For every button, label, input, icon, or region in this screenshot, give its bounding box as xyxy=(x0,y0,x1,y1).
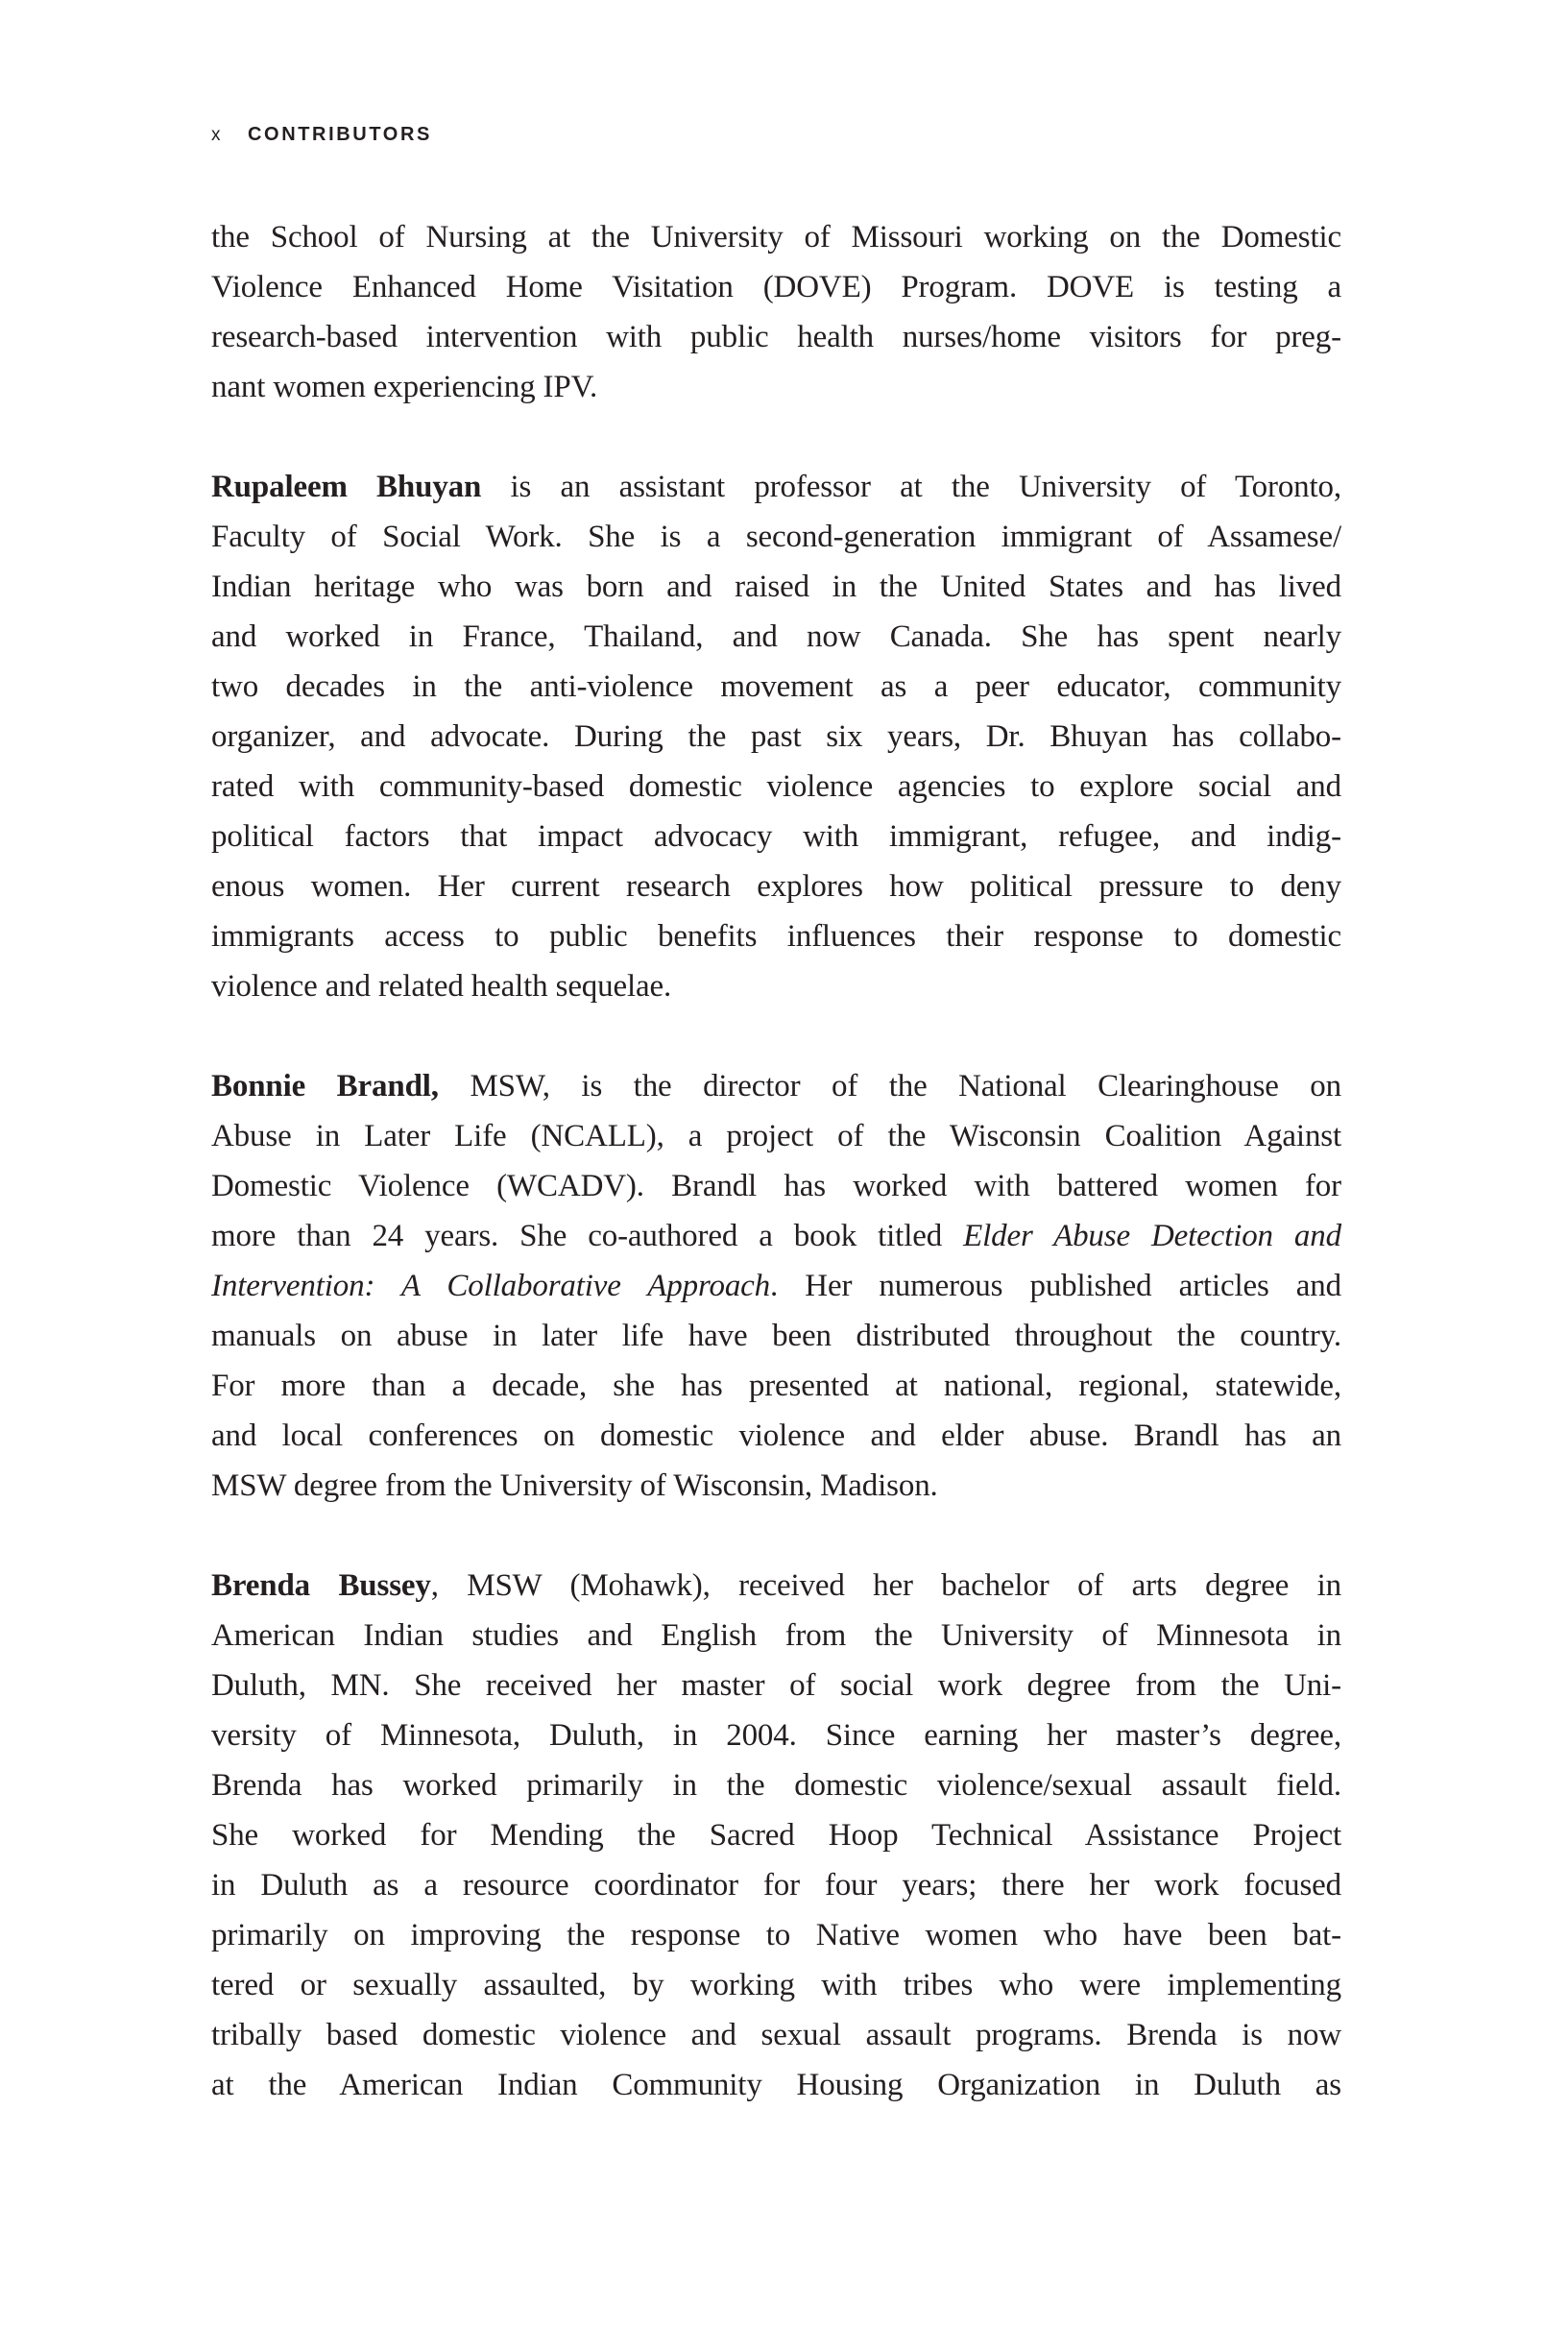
text-run: and worked in France, Thailand, and now Canada. She has spent nearly xyxy=(211,619,1341,654)
text-run: is an assistant professor at the University of Toronto, xyxy=(481,470,1342,504)
text-run: and local conferences on domestic violence and elder abuse. Brandl has an xyxy=(211,1418,1341,1453)
text-line xyxy=(211,861,1341,911)
text-run: in Duluth as a resource coordinator for four years; there her work focused xyxy=(211,1868,1341,1903)
text-run: MSW degree from the University of Wisconsin, Madison. xyxy=(211,1468,938,1503)
text-run: violence and related health sequelae. xyxy=(211,969,672,1004)
text-run: She worked for Mending the Sacred Hoop Technical Assistance Project xyxy=(211,1818,1341,1853)
text-line xyxy=(211,712,1341,762)
text-line xyxy=(211,1661,1341,1710)
text-run: Violence Enhanced Home Visitation (DOVE) Program. DOVE is testing a xyxy=(211,270,1341,304)
text-run: at the American Indian Community Housing Organization in Duluth as xyxy=(211,2068,1341,2102)
text-run: manuals on abuse in later life have been distributed throughout the country. xyxy=(211,1319,1341,1353)
text-run: more than 24 years. She co-authored a book titled xyxy=(211,1219,964,1253)
contributor-name: Rupaleem Bhuyan xyxy=(211,470,482,504)
text-line xyxy=(211,312,1341,362)
text-run: , MSW (Mohawk), received her bachelor of arts degree in xyxy=(430,1568,1341,1603)
text-run: research-based intervention with public health nurses/home visitors for preg- xyxy=(211,320,1341,354)
text-line xyxy=(211,1810,1341,1860)
text-line xyxy=(211,662,1341,712)
text-run: political factors that impact advocacy with immigrant, refugee, and indig- xyxy=(211,819,1341,854)
page-number: x xyxy=(211,125,221,145)
text-run: the School of Nursing at the University of Missouri working on the Domestic xyxy=(211,220,1341,255)
text-run: organizer, and advocate. During the past six years, Dr. Bhuyan has collabo- xyxy=(211,719,1341,754)
text-line xyxy=(211,1611,1341,1661)
text-line xyxy=(211,562,1341,612)
text-line xyxy=(211,1960,1341,2010)
text-run: Indian heritage who was born and raised in the United States and has lived xyxy=(211,570,1341,604)
paragraph-brenda-bussey xyxy=(211,1561,1341,2110)
book-title: Elder Abuse Detection and xyxy=(963,1219,1341,1253)
text-line xyxy=(211,1461,1341,1511)
text-run: Faculty of Social Work. She is a second-generation immigrant of Assamese/ xyxy=(211,520,1341,554)
text-run: immigrants access to public benefits influences their response to domestic xyxy=(211,919,1341,954)
text-line xyxy=(211,1561,1341,1611)
text-run: . Her numerous published articles and xyxy=(770,1269,1341,1303)
paragraph-dove-continuation xyxy=(211,212,1341,412)
text-line xyxy=(211,462,1341,512)
text-line xyxy=(211,262,1341,312)
contributor-name: Brenda Bussey xyxy=(211,1568,431,1603)
text-line xyxy=(211,1411,1341,1461)
text-run: two decades in the anti-violence movement as a peer educator, community xyxy=(211,669,1341,704)
text-run: American Indian studies and English from the University of Minnesota in xyxy=(211,1618,1341,1653)
contributor-name: Bonnie Brandl, xyxy=(211,1069,439,1103)
text-run: tered or sexually assaulted, by working with tribes who were implementing xyxy=(211,1968,1341,2002)
text-line xyxy=(211,212,1341,262)
text-run: primarily on improving the response to Native women who have been bat- xyxy=(211,1918,1341,1952)
text-line xyxy=(211,1760,1341,1810)
text-line xyxy=(211,1111,1341,1161)
running-head xyxy=(211,124,432,151)
text-run: For more than a decade, she has presented at national, regional, statewide, xyxy=(211,1369,1341,1403)
text-line xyxy=(211,1061,1341,1111)
text-run: rated with community-based domestic violence agencies to explore social and xyxy=(211,769,1341,804)
text-line xyxy=(211,961,1341,1011)
text-run: MSW, is the director of the National Clearinghouse on xyxy=(438,1069,1341,1103)
text-line xyxy=(211,1261,1341,1311)
text-run: nant women experiencing IPV. xyxy=(211,370,598,404)
text-line xyxy=(211,612,1341,662)
text-line xyxy=(211,2060,1341,2110)
text-run: Abuse in Later Life (NCALL), a project of the Wisconsin Coalition Against xyxy=(211,1119,1341,1153)
text-line xyxy=(211,1910,1341,1960)
text-line xyxy=(211,512,1341,562)
text-run: Duluth, MN. She received her master of social work degree from the Uni- xyxy=(211,1668,1341,1703)
text-line xyxy=(211,1211,1341,1261)
text-line xyxy=(211,762,1341,812)
text-run: Domestic Violence (WCADV). Brandl has worked with battered women for xyxy=(211,1169,1341,1203)
section-title: CONTRIBUTORS xyxy=(248,124,432,145)
text-line xyxy=(211,1361,1341,1411)
text-line xyxy=(211,2010,1341,2060)
text-line xyxy=(211,1710,1341,1760)
text-line xyxy=(211,362,1341,412)
text-line xyxy=(211,1860,1341,1910)
text-line xyxy=(211,812,1341,861)
text-run: versity of Minnesota, Duluth, in 2004. Since earning her master’s degree, xyxy=(211,1718,1341,1753)
body-text xyxy=(211,212,1341,2160)
book-title: Intervention: A Collaborative Approach xyxy=(211,1269,771,1303)
text-run: Brenda has worked primarily in the domestic violence/sexual assault field. xyxy=(211,1768,1341,1803)
text-line xyxy=(211,911,1341,961)
paragraph-rupaleem-bhuyan xyxy=(211,462,1341,1011)
text-run: tribally based domestic violence and sexual assault programs. Brenda is now xyxy=(211,2018,1341,2052)
text-line xyxy=(211,1161,1341,1211)
text-run: enous women. Her current research explores how political pressure to deny xyxy=(211,869,1341,904)
paragraph-bonnie-brandl xyxy=(211,1061,1341,1511)
text-line xyxy=(211,1311,1341,1361)
